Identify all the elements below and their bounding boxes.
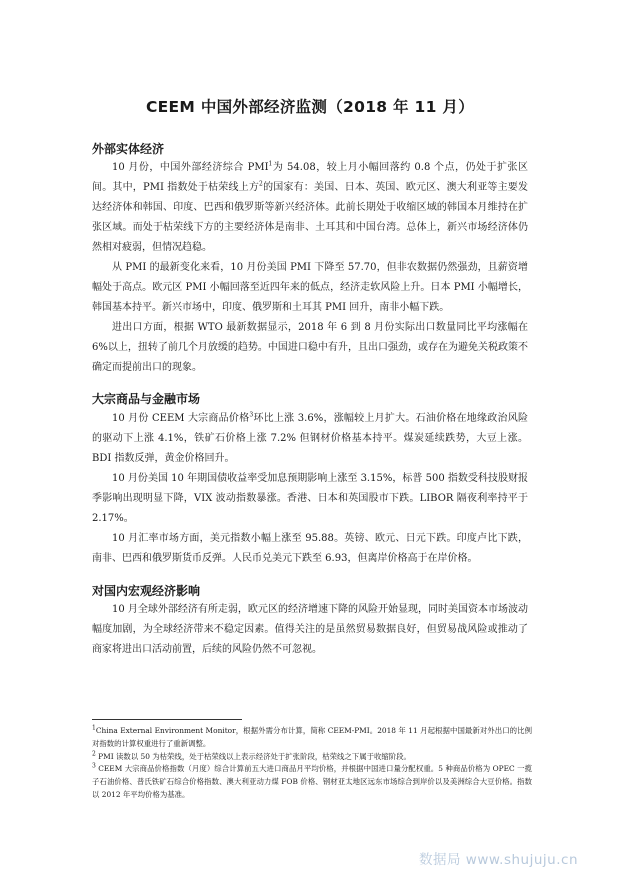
section-body-domestic-impact [92, 600, 528, 660]
footnote-ref: 2 [259, 180, 263, 188]
section-heading-external-economy: 外部实体经济 [92, 142, 165, 156]
section-body-commodities-finance [92, 409, 528, 569]
paragraph: 10 月全球外部经济有所走弱，欧元区的经济增速下降的风险开始显现，同时美国资本市场波动幅度加剧，为全球经济带来不稳定因素。值得关注的是虽然贸易数据良好，但贸易战风险或推动了商家将进出口活动前置，后续的风险仍然不可忽视。 [92, 604, 528, 655]
footnote-ref: 3 [249, 411, 254, 419]
footnote-ref: 1 [268, 160, 273, 168]
footnotes [92, 725, 532, 802]
footnote-divider [92, 719, 242, 720]
section-body-external-economy [92, 158, 528, 378]
paragraph: 从 PMI 的最新变化来看，10 月份美国 PMI 下降至 57.70，但非农数据仍然强劲，且薪资增幅处于高点。欧元区 PMI 小幅回落至近四年来的低点，经济走软风险上升。日本 PMI 小幅增长，韩国基本持平。新兴市场中，印度、俄罗斯和土耳其 PMI 回升，南非小幅下跌。 [92, 262, 528, 313]
footnote: $^3$ CEEM 大宗商品价格指数（月度）综合计算前五大进口商品月平均价格，并根据中国进口量分配权重。5 种商品价格为 OPEC 一揽子石油价格、普氏铁矿石综合价格指数、澳大利亚动力煤 FOB 价格、钢材亚太地区远东市场综合到岸价以及美洲综合大豆价格。指数以 2012 年平均价格为基准。 [92, 762, 532, 799]
paragraph: 进出口方面，根据 WTO 最新数据显示，2018 年 6 到 8 月份实际出口数量同比平均涨幅在 6%以上，扭转了前几个月放缓的趋势。中国进口稳中有升，且出口强劲，或存在为避免关税政策不确定而提前出口的现象。 [92, 322, 528, 373]
footnote: $^2$ PMI 读数以 50 为枯荣线，处于枯荣线以上表示经济处于扩张阶段，枯荣线之下属于收缩阶段。 [92, 750, 411, 761]
watermark: 数据局 www.shujuju.cn [419, 852, 578, 868]
section-heading-commodities-finance: 大宗商品与金融市场 [92, 392, 201, 406]
footnote: $^1$China External Environment Monitor，根据外需分布计算，简称 CEEM-PMI。2018 年 11 月起根据中国最新对外出口的比例对指数的计算权重进行了重新调整。 [92, 724, 532, 748]
section-heading-domestic-impact: 对国内宏观经济影响 [92, 584, 201, 598]
page-title: CEEM 中国外部经济监测（2018 年 11 月） [145, 98, 475, 116]
paragraph: 10 月汇率市场方面，美元指数小幅上涨至 95.88。英镑、欧元、日元下跌。印度卢比下跌，南非、巴西和俄罗斯货币反弹。人民币兑美元下跌至 6.93，但离岸价格高于在岸价格。 [92, 533, 528, 564]
paragraph: 10 月份美国 10 年期国债收益率受加息预期影响上涨至 3.15%，标普 500 指数受科技股财报季影响出现明显下降，VIX 波动指数暴涨。香港、日本和英国股市下跌。LIBOR 隔夜利率持平于 2.17%。 [92, 473, 528, 524]
paragraph: 10 月份，中国外部经济综合 PMI$^1$为 54.08，较上月小幅回落约 0.8 个点，仍处于扩张区间。其中，PMI 指数处于枯荣线上方$^2$的国家有：美国、日本、英国、欧元区、澳大利亚等主要发达经济体和韩国、印度、巴西和俄罗斯等新兴经济体。此前长期处于收缩区域的韩国本月维持在扩张区域。而处于枯荣线下方的主要经济体是南非、土耳其和中国台湾。总体上，新兴市场经济体仍然相对疲弱，但情况趋稳。 [92, 160, 529, 253]
paragraph: 10 月份 CEEM 大宗商品价格$^3$环比上涨 3.6%，涨幅较上月扩大。石油价格在地缘政治风险的驱动下上涨 4.1%，铁矿石价格上涨 7.2% 但钢材价格基本持平。煤炭延续跌势，大豆上涨。BDI 指数反弹，黄金价格回升。 [92, 411, 528, 464]
